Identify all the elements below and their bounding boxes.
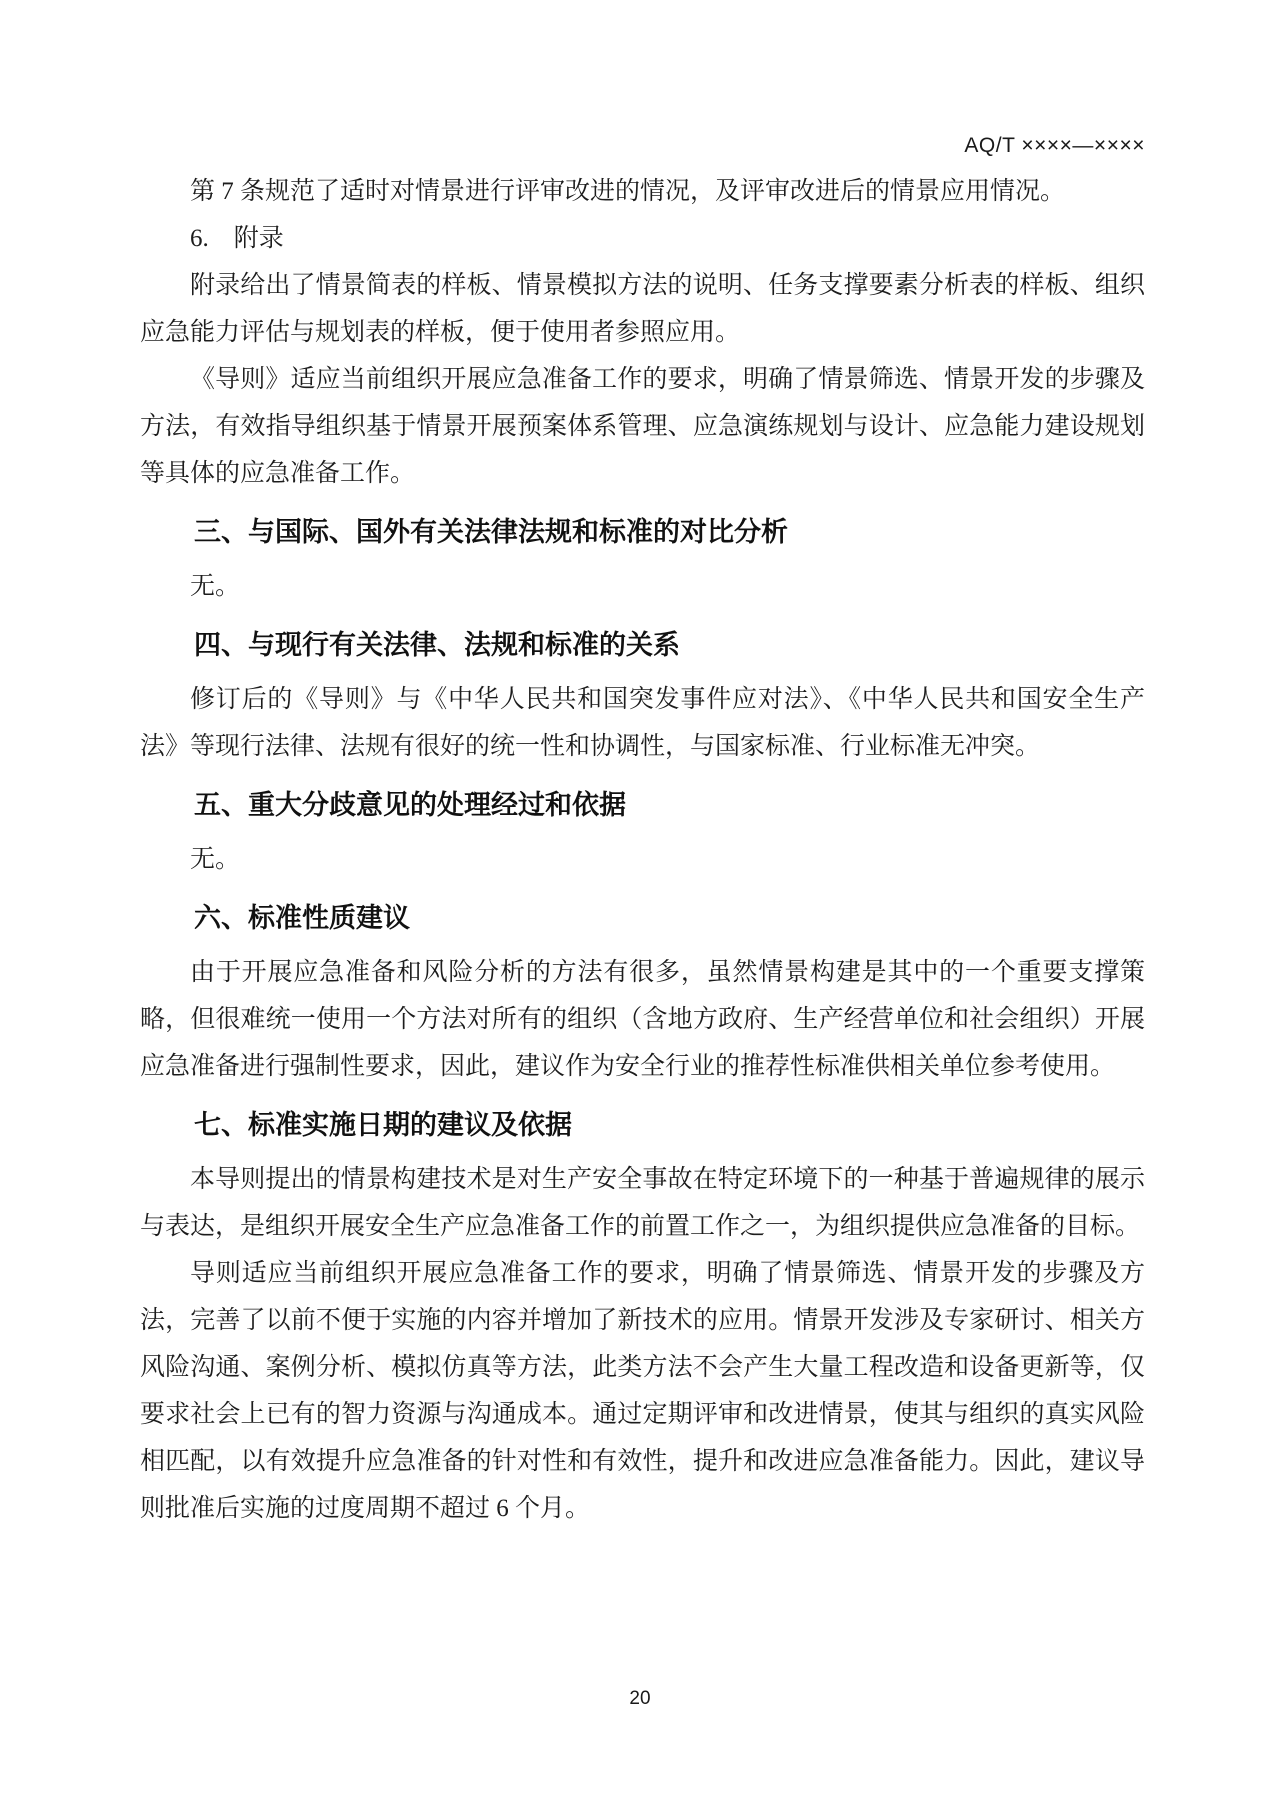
section-heading: 六、标准性质建议 [194,903,410,933]
document-content [140,168,1145,1532]
paragraph: 由于开展应急准备和风险分析的方法有很多，虽然情景构建是其中的一个重要支撑策略，但很难统一使用一个方法对所有的组织（含地方政府、生产经营单位和社会组织）开展应急准备进行强制性要求，因此，建议作为安全行业的推荐性标准供相关单位参考使用。 [140,959,1145,1080]
paragraph: 本导则提出的情景构建技术是对生产安全事故在特定环境下的一种基于普遍规律的展示与表达，是组织开展安全生产应急准备工作的前置工作之一，为组织提供应急准备的目标。 [140,1166,1145,1240]
paragraph: 导则适应当前组织开展应急准备工作的要求，明确了情景筛选、情景开发的步骤及方法，完善了以前不便于实施的内容并增加了新技术的应用。情景开发涉及专家研讨、相关方风险沟通、案例分析、模拟仿真等方法，此类方法不会产生大量工程改造和设备更新等，仅要求社会上已有的智力资源与沟通成本。通过定期评审和改进情景，使其与组织的真实风险相匹配，以有效提升应急准备的针对性和有效性，提升和改进应急准备能力。因此，建议导则批准后实施的过度周期不超过 6 个月。 [140,1260,1145,1522]
page-number: 20 [629,1688,651,1709]
paragraph: 无。 [190,846,241,873]
paragraph: 无。 [190,573,241,600]
paragraph: 第 7 条规范了适时对情景进行评审改进的情况，及评审改进后的情景应用情况。 [190,178,1066,205]
paragraph: 6. 附录 [190,225,284,252]
document-header-standard-number: AQ/T ××××—×××× [964,134,1145,157]
paragraph: 《导则》适应当前组织开展应急准备工作的要求，明确了情景筛选、情景开发的步骤及方法，有效指导组织基于情景开展预案体系管理、应急演练规划与设计、应急能力建设规划等具体的应急准备工作。 [140,366,1145,487]
section-heading: 五、重大分歧意见的处理经过和依据 [194,790,626,820]
section-heading: 三、与国际、国外有关法律法规和标准的对比分析 [194,517,788,547]
paragraph: 附录给出了情景简表的样板、情景模拟方法的说明、任务支撑要素分析表的样板、组织应急能力评估与规划表的样板，便于使用者参照应用。 [140,272,1145,346]
section-heading: 七、标准实施日期的建议及依据 [194,1110,572,1140]
paragraph: 修订后的《导则》与《中华人民共和国突发事件应对法》、《中华人民共和国安全生产法》等现行法律、法规有很好的统一性和协调性，与国家标准、行业标准无冲突。 [140,686,1145,760]
section-heading: 四、与现行有关法律、法规和标准的关系 [194,630,680,660]
